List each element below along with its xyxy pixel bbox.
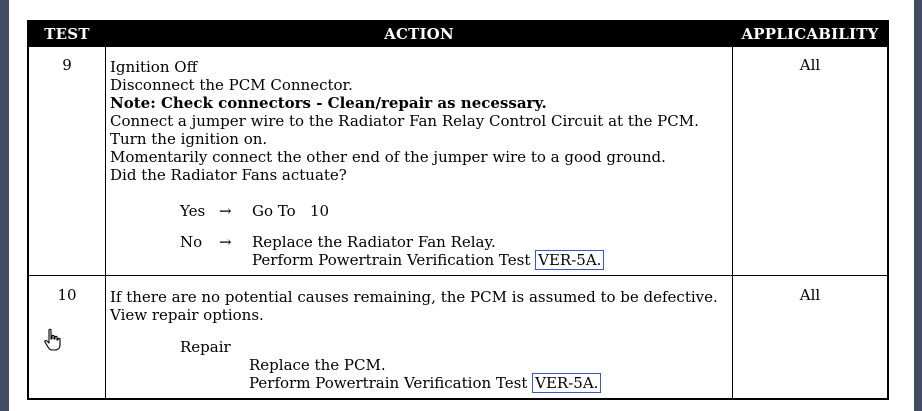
action-line: Momentarily connect the other end of the jumper wire to a good ground.	[110, 148, 666, 166]
applicability-value: All	[799, 286, 821, 304]
header-action: ACTION	[384, 25, 454, 43]
action-line: If there are no potential causes remaining, the PCM is assumed to be defective.	[110, 288, 718, 306]
repair-label: Repair	[180, 338, 231, 356]
no-followup	[252, 251, 604, 269]
action-line: Ignition Off	[110, 58, 198, 76]
action-line: View repair options.	[110, 306, 264, 324]
action-question: Did the Radiator Fans actuate?	[110, 166, 347, 184]
no-action: Replace the Radiator Fan Relay.	[252, 233, 496, 251]
repair-action: Replace the PCM.	[249, 356, 386, 374]
left-window-border	[0, 0, 9, 411]
table-header	[29, 22, 887, 47]
no-label: No	[180, 233, 203, 251]
ver-5a-link[interactable]: VER-5A.	[532, 373, 601, 393]
ver-5a-link[interactable]: VER-5A.	[535, 250, 604, 270]
followup-text: Perform Powertrain Verification Test	[249, 374, 528, 392]
right-window-border	[914, 0, 922, 411]
repair-followup	[249, 374, 601, 392]
action-line: Turn the ignition on.	[110, 130, 268, 148]
column-divider	[732, 47, 733, 398]
action-line: Connect a jumper wire to the Radiator Fan Relay Control Circuit at the PCM.	[110, 112, 699, 130]
followup-text: Perform Powertrain Verification Test	[252, 251, 531, 269]
yes-action[interactable]: Go To 10	[252, 202, 330, 220]
test-number: 10	[57, 286, 77, 304]
diagnostic-test-table	[27, 20, 889, 400]
action-line: Disconnect the PCM Connector.	[110, 76, 353, 94]
applicability-value: All	[799, 56, 821, 74]
column-divider	[105, 47, 106, 398]
hand-pointer-icon	[42, 328, 62, 352]
action-note: Note: Check connectors - Clean/repair as necessary.	[110, 94, 547, 112]
header-applicability: APPLICABILITY	[741, 25, 879, 43]
yes-label: Yes	[180, 202, 206, 220]
arrow-icon: →	[219, 233, 232, 251]
test-number: 9	[62, 56, 72, 74]
header-test: TEST	[44, 25, 90, 43]
arrow-icon: →	[219, 202, 232, 220]
row-divider	[29, 275, 887, 276]
